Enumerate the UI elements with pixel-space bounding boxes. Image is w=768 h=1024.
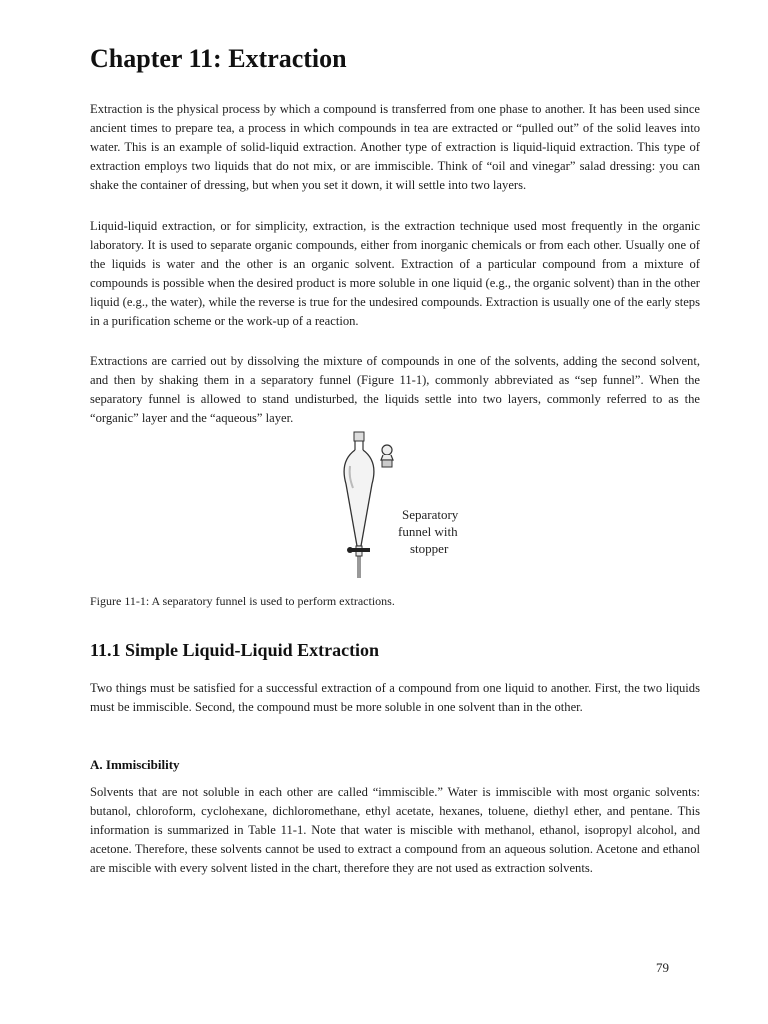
immiscibility-paragraph: Solvents that are not soluble in each other are called “immiscible.” Water is immiscible with most organic solvents: butanol, chloroform, cyclohexane, dichloromethane, ethyl acetate, hexanes, toluene, diethyl ether, and pentane. This information is summarized in Table 11-1. Note that water is miscible with methanol, ethanol, isopropyl alcohol, and acetone. Therefore, these solvents cannot be used to extract a compound from an aqueous solution. Acetone and ethanol are miscible with every solvent listed in the chart, therefore they are not used as extraction solvents. xyxy=(90,785,700,875)
page-number: 79 xyxy=(656,960,669,975)
figure-label-line: stopper xyxy=(410,541,449,556)
subsection-title: A. Immiscibility xyxy=(90,757,180,772)
section-intro: Two things must be satisfied for a successful extraction of a compound from one liquid to another. First, the two liquids must be immiscible. Second, the compound must be more soluble in one solvent than in the other. xyxy=(90,681,700,714)
figure-label-line: Separatory xyxy=(402,507,459,522)
figure-label-line: funnel with xyxy=(398,524,458,539)
separatory-funnel-figure xyxy=(340,428,540,583)
paragraph-procedure: Extractions are carried out by dissolving the mixture of compounds in one of the solvents, adding the second solvent, and then by shaking them in a separatory funnel (Figure 11-1), commonly abbreviated as “sep funnel”. When the separatory funnel is allowed to stand undisturbed, the liquids settle into two layers, commonly referred to as the “organic” layer and the “aqueous” layer. xyxy=(90,354,700,425)
paragraph-intro: Extraction is the physical process by which a compound is transferred from one phase to another. It has been used since ancient times to prepare tea, a process in which compounds in tea are extracted or “pulled out” of the solid leaves into water. This is an example of solid-liquid extraction. Another type of extraction is liquid-liquid extraction. This type of extraction employs two liquids that do not mix, or are immiscible. Think of “oil and vinegar” salad dressing: you can shake the container of dressing, but when you set it down, it will settle into two layers. xyxy=(90,102,700,192)
paragraph-liquid-liquid: Liquid-liquid extraction, or for simplicity, extraction, is the extraction technique used most frequently in the organic laboratory. It is used to separate organic compounds, either from inorganic chemicals or from each other. Usually one of the liquids is water and the other is an organic solvent. Extraction of a particular compound from a mixture of compounds is possible when the desired product is more soluble in one liquid (e.g., the organic solvent) than in the other liquid (e.g., the water), while the reverse is true for the undesired compounds. Extraction is usually one of the early steps in a purification scheme or the work-up of a reaction. xyxy=(90,219,700,328)
chapter-title: Chapter 11: Extraction xyxy=(90,44,347,73)
figure-caption: Figure 11-1: A separatory funnel is used to perform extractions. xyxy=(90,594,395,608)
section-title: 11.1 Simple Liquid-Liquid Extraction xyxy=(90,640,380,660)
separatory-funnel-icon xyxy=(340,428,540,583)
